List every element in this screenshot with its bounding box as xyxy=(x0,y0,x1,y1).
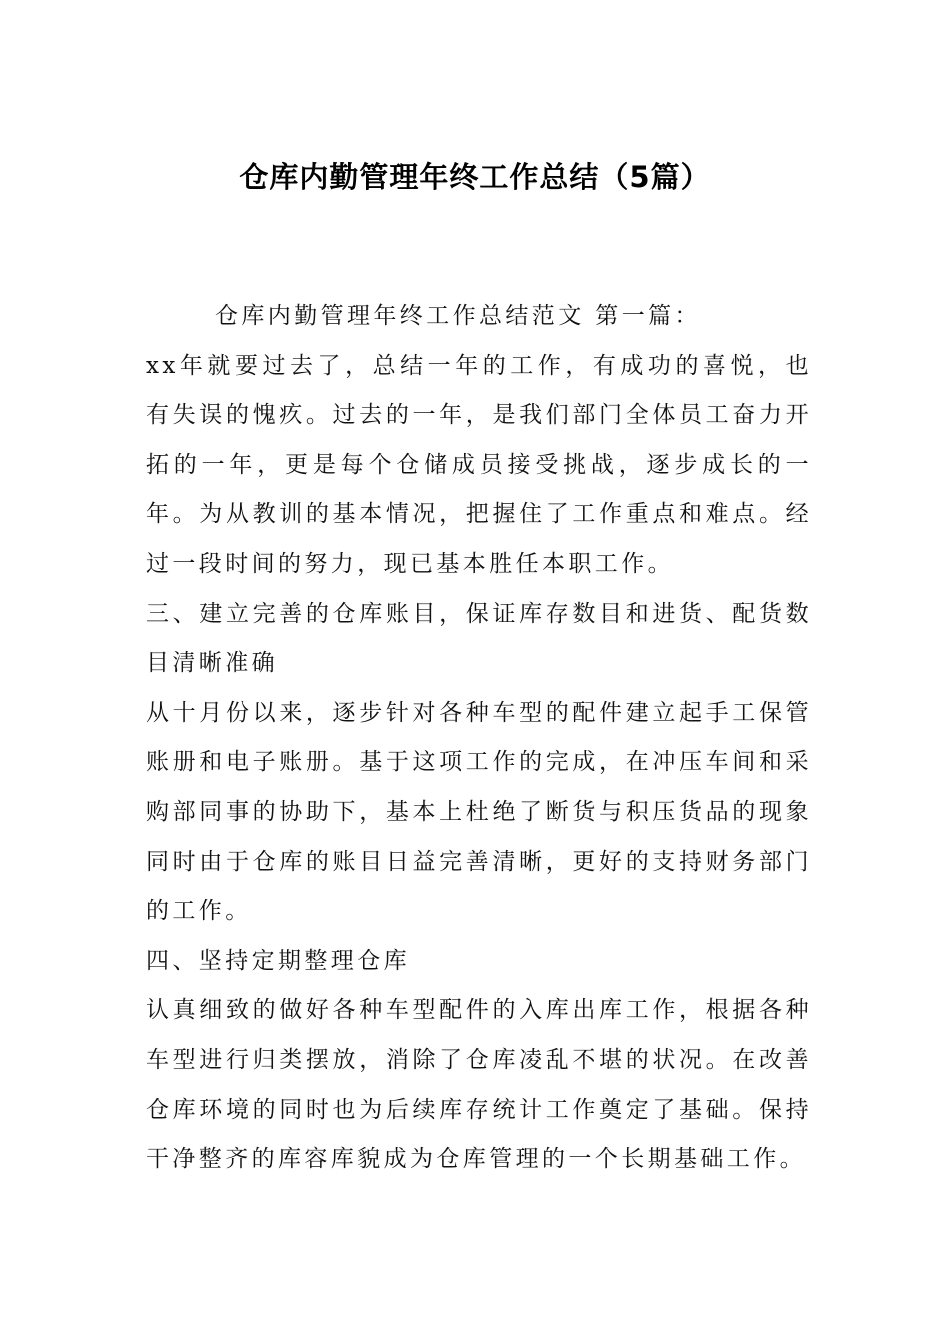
body-paragraph: 认真细致的做好各种车型配件的入库出库工作，根据各种车型进行归类摆放，消除了仓库凌乱不堪的状况。在改善仓库环境的同时也为后续库存统计工作奠定了基础。保持干净整齐的库容库貌成为仓库管理的一个长期基础工作。 xyxy=(146,997,812,1173)
body-paragraph: xx年就要过去了，总结一年的工作，有成功的喜悦，也有失误的愧疚。过去的一年，是我们部门全体员工奋力开拓的一年，更是每个仓储成员接受挑战，逐步成长的一年。为从教训的基本情况，把握住了工作重点和难点。经过一段时间的努力，现已基本胜任本职工作。 xyxy=(146,352,812,577)
section-heading-3: 三、建立完善的仓库账目，保证库存数目和进货、配货数目清晰准确 xyxy=(146,600,812,677)
document-body xyxy=(146,292,812,1185)
section-heading-4: 四、坚持定期整理仓库 xyxy=(146,947,410,974)
intro-heading: 仓库内勤管理年终工作总结范文 第一篇： xyxy=(215,303,701,329)
document-title: 仓库内勤管理年终工作总结（5篇） xyxy=(239,160,711,194)
body-paragraph: 从十月份以来，逐步针对各种车型的配件建立起手工保管账册和电子账册。基于这项工作的完成，在冲压车间和采购部同事的协助下，基本上杜绝了断货与积压货品的现象同时由于仓库的账目日益完善清晰，更好的支持财务部门的工作。 xyxy=(146,699,812,925)
